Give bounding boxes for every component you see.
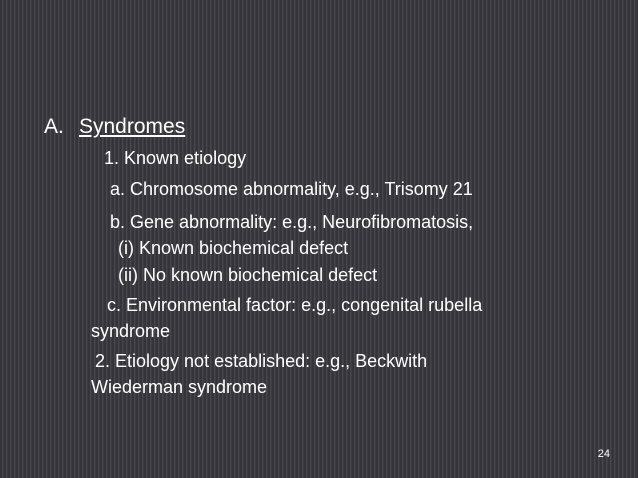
page-number: 24 bbox=[597, 448, 610, 460]
list-item-etiology-not-established-continued: Wiederman syndrome bbox=[91, 377, 268, 397]
list-item-gene-abnormality: b. Gene abnormality: e.g., Neurofibromatosis, bbox=[110, 212, 474, 232]
heading-prefix: A. bbox=[44, 115, 64, 138]
list-item-environmental-factor-continued: syndrome bbox=[91, 321, 171, 341]
list-item-known-etiology: 1. Known etiology bbox=[104, 148, 247, 168]
list-item-etiology-not-established: 2. Etiology not established: e.g., Beckwith bbox=[95, 351, 428, 371]
list-item-no-known-biochemical-defect: (ii) No known biochemical defect bbox=[118, 265, 378, 285]
heading-title: Syndromes bbox=[79, 115, 186, 138]
list-item-known-biochemical-defect: (i) Known biochemical defect bbox=[118, 238, 349, 258]
section-heading bbox=[44, 116, 185, 137]
list-item-chromosome-abnormality: a. Chromosome abnormality, e.g., Trisomy 21 bbox=[110, 179, 473, 199]
list-item-environmental-factor: c. Environmental factor: e.g., congenital rubella bbox=[107, 295, 483, 315]
